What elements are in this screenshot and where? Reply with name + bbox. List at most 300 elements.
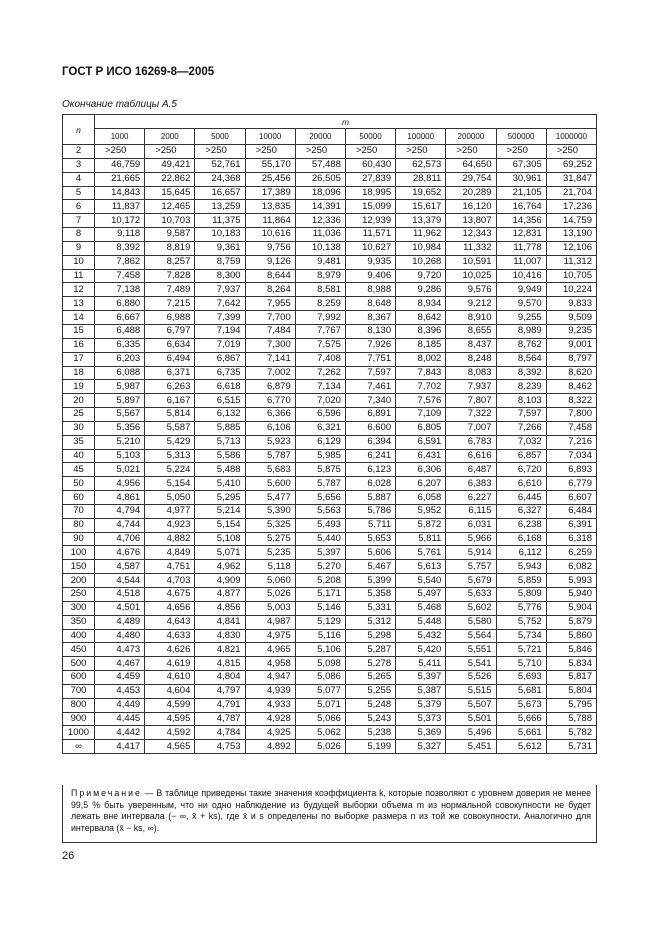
table-cell: 7,751: [345, 352, 395, 366]
table-cell: 5,541: [446, 657, 496, 671]
table-row: [63, 698, 597, 712]
table-cell: 11,007: [496, 255, 546, 269]
table-cell: 5,540: [396, 574, 446, 588]
table-cell: >250: [195, 145, 245, 159]
table-row: [63, 172, 597, 186]
row-n-value: 13: [63, 297, 95, 311]
table-cell: 11,312: [546, 255, 596, 269]
table-cell: 29,754: [446, 172, 496, 186]
table-cell: 16,120: [446, 200, 496, 214]
row-n-value: 2: [63, 145, 95, 159]
table-cell: 7,262: [295, 366, 345, 380]
table-cell: 10,627: [345, 241, 395, 255]
table-cell: 5,633: [446, 588, 496, 602]
table-cell: 27,839: [345, 172, 395, 186]
table-row: [63, 338, 597, 352]
table-cell: 5,761: [396, 546, 446, 560]
table-cell: 5,782: [546, 726, 596, 740]
table-cell: 7,340: [345, 394, 395, 408]
table-cell: 4,882: [145, 532, 195, 546]
column-header-m: 50000: [345, 129, 395, 145]
table-cell: 7,926: [345, 338, 395, 352]
row-n-value: 200: [63, 574, 95, 588]
table-cell: 4,473: [95, 643, 145, 657]
table-cell: 4,518: [95, 588, 145, 602]
table-cell: 5,026: [295, 740, 345, 754]
table-row: [63, 560, 597, 574]
table-row: [63, 532, 597, 546]
table-cell: 7,992: [295, 311, 345, 325]
table-cell: 4,595: [145, 712, 195, 726]
row-n-value: 10: [63, 255, 95, 269]
column-header-m: 2000: [145, 129, 195, 145]
table-cell: 4,804: [195, 671, 245, 685]
table-cell: 5,721: [496, 643, 546, 657]
table-cell: 6,306: [396, 463, 446, 477]
row-n-value: 900: [63, 712, 95, 726]
table-cell: 20,289: [446, 186, 496, 200]
table-cell: 6,596: [295, 408, 345, 422]
table-cell: 8,762: [496, 338, 546, 352]
table-cell: 4,604: [145, 684, 195, 698]
table-cell: 5,410: [195, 477, 245, 491]
table-cell: 6,082: [546, 560, 596, 574]
table-cell: 10,416: [496, 269, 546, 283]
row-n-value: 50: [63, 477, 95, 491]
table-cell: 4,633: [145, 629, 195, 643]
table-cell: 8,910: [446, 311, 496, 325]
table-cell: 14,391: [295, 200, 345, 214]
table-cell: 6,607: [546, 491, 596, 505]
row-n-value: 18: [63, 366, 95, 380]
table-cell: 8,103: [496, 394, 546, 408]
table-cell: 5,312: [345, 615, 395, 629]
table-cell: 4,928: [245, 712, 295, 726]
table-cell: >250: [396, 145, 446, 159]
table-cell: 5,154: [195, 518, 245, 532]
table-cell: 7,767: [295, 324, 345, 338]
table-cell: 10,616: [245, 228, 295, 242]
table-cell: 4,958: [245, 657, 295, 671]
table-cell: 6,591: [396, 435, 446, 449]
table-cell: 8,083: [446, 366, 496, 380]
table-cell: 5,496: [446, 726, 496, 740]
table-cell: 10,703: [145, 214, 195, 228]
table-cell: 9,720: [396, 269, 446, 283]
table-cell: 5,795: [546, 698, 596, 712]
table-cell: 7,458: [95, 269, 145, 283]
table-cell: 6,227: [446, 491, 496, 505]
table-cell: 5,208: [295, 574, 345, 588]
table-cell: 5,477: [245, 491, 295, 505]
table-cell: 7,007: [446, 421, 496, 435]
table-cell: 4,947: [245, 671, 295, 685]
table-cell: 5,358: [345, 588, 395, 602]
table-cell: 5,666: [496, 712, 546, 726]
row-n-value: 600: [63, 671, 95, 685]
table-cell: 7,019: [195, 338, 245, 352]
table-row: [63, 421, 597, 435]
table-row: [63, 297, 597, 311]
coefficient-table: [62, 114, 597, 754]
table-cell: 11,375: [195, 214, 245, 228]
table-cell: 5,493: [295, 518, 345, 532]
table-row: [63, 228, 597, 242]
table-cell: 5,788: [546, 712, 596, 726]
table-cell: 19,652: [396, 186, 446, 200]
table-cell: 5,265: [345, 671, 395, 685]
table-cell: 9,481: [295, 255, 345, 269]
row-n-value: 250: [63, 588, 95, 602]
table-cell: 5,613: [396, 560, 446, 574]
table-cell: 5,103: [95, 449, 145, 463]
table-cell: 5,752: [496, 615, 546, 629]
table-cell: 6,031: [446, 518, 496, 532]
table-cell: 6,431: [396, 449, 446, 463]
table-cell: 5,199: [345, 740, 395, 754]
table-cell: 8,248: [446, 352, 496, 366]
table-cell: 5,270: [295, 560, 345, 574]
column-header-m: 100000: [396, 129, 446, 145]
table-cell: 4,417: [95, 740, 145, 754]
table-row: [63, 145, 597, 159]
table-cell: 11,036: [295, 228, 345, 242]
table-cell: 8,257: [145, 255, 195, 269]
table-cell: 14,356: [496, 214, 546, 228]
table-cell: 4,501: [95, 601, 145, 615]
table-cell: 8,819: [145, 241, 195, 255]
table-cell: 6,805: [396, 421, 446, 435]
table-cell: 4,453: [95, 684, 145, 698]
table-cell: 6,735: [195, 366, 245, 380]
table-row: [63, 200, 597, 214]
table-cell: 6,263: [145, 380, 195, 394]
table-cell: >250: [446, 145, 496, 159]
table-cell: 5,885: [195, 421, 245, 435]
table-cell: 5,429: [145, 435, 195, 449]
table-cell: 64,650: [446, 158, 496, 172]
table-cell: >250: [295, 145, 345, 159]
table-cell: 5,501: [446, 712, 496, 726]
table-cell: 5,587: [145, 421, 195, 435]
table-cell: 5,467: [345, 560, 395, 574]
table-cell: 9,235: [546, 324, 596, 338]
table-row: [63, 408, 597, 422]
table-row: [63, 518, 597, 532]
table-cell: 7,597: [345, 366, 395, 380]
table-cell: 13,379: [396, 214, 446, 228]
table-row: [63, 712, 597, 726]
table-row: [63, 477, 597, 491]
table-cell: 4,794: [95, 504, 145, 518]
table-cell: 15,099: [345, 200, 395, 214]
table-row: [63, 643, 597, 657]
table-cell: 11,864: [245, 214, 295, 228]
table-cell: 5,914: [446, 546, 496, 560]
table-cell: 5,713: [195, 435, 245, 449]
table-cell: 7,702: [396, 380, 446, 394]
table-cell: 7,215: [145, 297, 195, 311]
table-cell: 8,396: [396, 324, 446, 338]
table-cell: 4,956: [95, 477, 145, 491]
table-cell: 5,656: [295, 491, 345, 505]
table-cell: 4,544: [95, 574, 145, 588]
table-cell: 8,239: [496, 380, 546, 394]
table-row: [63, 158, 597, 172]
table-cell: 7,937: [195, 283, 245, 297]
table-row: [63, 657, 597, 671]
row-n-value: 12: [63, 283, 95, 297]
table-cell: 5,787: [295, 477, 345, 491]
table-cell: 4,619: [145, 657, 195, 671]
table-cell: 21,704: [546, 186, 596, 200]
table-cell: 5,731: [546, 740, 596, 754]
table-cell: 6,318: [546, 532, 596, 546]
table-cell: 4,987: [245, 615, 295, 629]
table-cell: 6,106: [245, 421, 295, 435]
table-cell: 5,879: [546, 615, 596, 629]
table-cell: 8,392: [496, 366, 546, 380]
table-cell: 4,592: [145, 726, 195, 740]
table-cell: 8,322: [546, 394, 596, 408]
table-cell: 52,761: [195, 158, 245, 172]
table-cell: 5,497: [396, 588, 446, 602]
table-cell: 55,170: [245, 158, 295, 172]
table-row: [63, 352, 597, 366]
document-header: ГОСТ Р ИСО 16269-8—2005: [62, 66, 215, 78]
table-cell: 7,800: [546, 408, 596, 422]
table-cell: 4,676: [95, 546, 145, 560]
table-cell: 6,445: [496, 491, 546, 505]
table-cell: 8,367: [345, 311, 395, 325]
table-cell: 6,132: [195, 408, 245, 422]
table-cell: 5,653: [345, 532, 395, 546]
table-cell: >250: [546, 145, 596, 159]
table-cell: 6,488: [95, 324, 145, 338]
table-row: [63, 269, 597, 283]
table-cell: 7,828: [145, 269, 195, 283]
table-cell: 5,397: [295, 546, 345, 560]
table-cell: 9,001: [546, 338, 596, 352]
table-cell: 5,586: [195, 449, 245, 463]
table-cell: 5,331: [345, 601, 395, 615]
table-cell: 6,203: [95, 352, 145, 366]
table-cell: 4,565: [145, 740, 195, 754]
n-column-header: n: [63, 115, 95, 145]
row-n-value: 80: [63, 518, 95, 532]
table-cell: >250: [345, 145, 395, 159]
row-n-value: 45: [63, 463, 95, 477]
table-cell: 4,977: [145, 504, 195, 518]
row-n-value: 20: [63, 394, 95, 408]
table-row: [63, 394, 597, 408]
table-cell: 4,610: [145, 671, 195, 685]
table-cell: 5,612: [496, 740, 546, 754]
table-row: [63, 255, 597, 269]
table-cell: 4,459: [95, 671, 145, 685]
table-cell: 5,966: [446, 532, 496, 546]
table-cell: 5,060: [245, 574, 295, 588]
table-cell: 6,770: [245, 394, 295, 408]
table-note: [62, 785, 597, 843]
table-cell: 5,846: [546, 643, 596, 657]
table-cell: 4,449: [95, 698, 145, 712]
table-cell: 4,626: [145, 643, 195, 657]
table-cell: 4,703: [145, 574, 195, 588]
row-n-value: 350: [63, 615, 95, 629]
table-cell: 7,843: [396, 366, 446, 380]
table-cell: 5,515: [446, 684, 496, 698]
table-cell: 28,811: [396, 172, 446, 186]
table-row: [63, 366, 597, 380]
table-cell: 7,002: [245, 366, 295, 380]
table-row: [63, 629, 597, 643]
table-cell: 6,880: [95, 297, 145, 311]
table-cell: 4,675: [145, 588, 195, 602]
table-row: [63, 671, 597, 685]
table-cell: 5,171: [295, 588, 345, 602]
table-cell: 8,581: [295, 283, 345, 297]
table-cell: 8,564: [496, 352, 546, 366]
table-cell: 12,106: [546, 241, 596, 255]
table-cell: 11,962: [396, 228, 446, 242]
table-cell: 8,437: [446, 338, 496, 352]
table-cell: 15,617: [396, 200, 446, 214]
table-cell: 5,248: [345, 698, 395, 712]
table-cell: 6,893: [546, 463, 596, 477]
row-n-value: 35: [63, 435, 95, 449]
table-cell: 6,797: [145, 324, 195, 338]
table-cell: 4,965: [245, 643, 295, 657]
table-cell: 9,255: [496, 311, 546, 325]
table-cell: 8,392: [95, 241, 145, 255]
table-cell: 5,295: [195, 491, 245, 505]
table-cell: 6,484: [546, 504, 596, 518]
table-cell: 5,904: [546, 601, 596, 615]
table-cell: 12,939: [345, 214, 395, 228]
table-cell: 7,484: [245, 324, 295, 338]
table-cell: 5,809: [496, 588, 546, 602]
table-cell: 7,300: [245, 338, 295, 352]
table-cell: 6,167: [145, 394, 195, 408]
table-cell: 12,465: [145, 200, 195, 214]
table-cell: 9,576: [446, 283, 496, 297]
table-cell: 6,634: [145, 338, 195, 352]
table-cell: 6,383: [446, 477, 496, 491]
table-cell: 8,989: [496, 324, 546, 338]
table-cell: 4,821: [195, 643, 245, 657]
table-cell: 6,112: [496, 546, 546, 560]
table-cell: 5,875: [295, 463, 345, 477]
table-row: [63, 435, 597, 449]
table-cell: 4,744: [95, 518, 145, 532]
table-cell: 5,235: [245, 546, 295, 560]
table-cell: 21,105: [496, 186, 546, 200]
table-cell: 11,332: [446, 241, 496, 255]
table-cell: 5,118: [245, 560, 295, 574]
note-text: — В таблице приведены такие значения коэффициента k, которые позволяют с уровнем доверия не менее 99,5 % быть уверенным, что ни одно наблюдение из будущей выборки объема m из нормальной совокупности не будет лежать вне интервала (− ∞, x̄ + ks), где x̄ и s определены по выборке размера n из той же совокупности. Аналогично для интервала (x̄ − ks, ∞).: [71, 788, 591, 833]
table-cell: 16,764: [496, 200, 546, 214]
row-n-value: 30: [63, 421, 95, 435]
table-cell: 5,814: [145, 408, 195, 422]
table-cell: 9,126: [245, 255, 295, 269]
table-cell: 6,783: [446, 435, 496, 449]
table-cell: 6,335: [95, 338, 145, 352]
table-row: [63, 241, 597, 255]
table-cell: 4,962: [195, 560, 245, 574]
table-cell: 7,575: [295, 338, 345, 352]
table-cell: 7,862: [95, 255, 145, 269]
table-cell: 5,488: [195, 463, 245, 477]
table-cell: 24,368: [195, 172, 245, 186]
table-cell: 5,580: [446, 615, 496, 629]
table-cell: 6,391: [546, 518, 596, 532]
table-cell: 5,683: [245, 463, 295, 477]
table-cell: 4,784: [195, 726, 245, 740]
row-n-value: 300: [63, 601, 95, 615]
table-row: [63, 504, 597, 518]
table-cell: 6,610: [496, 477, 546, 491]
table-cell: 62,573: [396, 158, 446, 172]
column-header-m: 1000000: [546, 129, 596, 145]
row-n-value: ∞: [63, 740, 95, 754]
table-cell: 4,849: [145, 546, 195, 560]
table-cell: 8,934: [396, 297, 446, 311]
table-cell: 6,327: [496, 504, 546, 518]
column-header-m: 500000: [496, 129, 546, 145]
table-cell: 6,238: [496, 518, 546, 532]
table-cell: 6,494: [145, 352, 195, 366]
table-cell: 7,034: [546, 449, 596, 463]
table-cell: 5,129: [295, 615, 345, 629]
table-cell: 8,644: [245, 269, 295, 283]
table-cell: 6,366: [245, 408, 295, 422]
table-cell: 5,600: [245, 477, 295, 491]
row-n-value: 11: [63, 269, 95, 283]
table-cell: 5,872: [396, 518, 446, 532]
table-cell: 7,134: [295, 380, 345, 394]
table-cell: 4,939: [245, 684, 295, 698]
table-cell: 8,002: [396, 352, 446, 366]
table-cell: 7,020: [295, 394, 345, 408]
table-cell: 5,106: [295, 643, 345, 657]
table-row: [63, 311, 597, 325]
table-cell: 13,190: [546, 228, 596, 242]
table-cell: 17,236: [546, 200, 596, 214]
table-cell: 18,096: [295, 186, 345, 200]
table-cell: 5,255: [345, 684, 395, 698]
row-n-value: 4: [63, 172, 95, 186]
row-n-value: 700: [63, 684, 95, 698]
table-cell: 10,705: [546, 269, 596, 283]
table-cell: 10,183: [195, 228, 245, 242]
table-cell: 4,892: [245, 740, 295, 754]
table-cell: 10,591: [446, 255, 496, 269]
table-cell: 9,361: [195, 241, 245, 255]
table-cell: 7,032: [496, 435, 546, 449]
table-cell: 6,779: [546, 477, 596, 491]
table-cell: 49,421: [145, 158, 195, 172]
table-row: [63, 588, 597, 602]
row-n-value: 70: [63, 504, 95, 518]
column-header-m: 20000: [295, 129, 345, 145]
table-cell: 8,185: [396, 338, 446, 352]
table-cell: 10,268: [396, 255, 446, 269]
table-cell: 26,505: [295, 172, 345, 186]
table-cell: 8,264: [245, 283, 295, 297]
row-n-value: 3: [63, 158, 95, 172]
table-cell: 5,860: [546, 629, 596, 643]
